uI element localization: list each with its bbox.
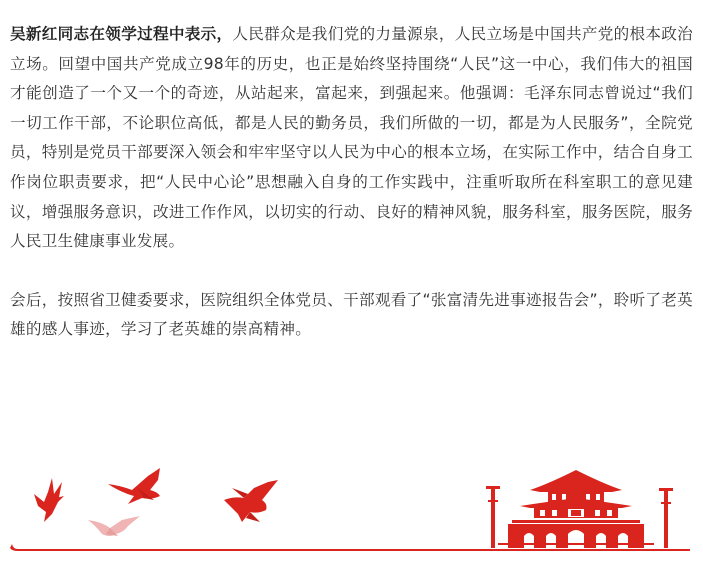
paragraph-1-text: 人民群众是我们党的力量源泉，人民立场是中国共产党的根本政治立场。回望中国共产党成立98年的历史，也正是始终坚持围绕“人民”这一中心，我们伟大的祖国才能创造了一个又一个的奇迹，从站起来，富起来，到强起来。他强调：毛泽东同志曾说过“我们一切工作干部，不论职位高低，都是人民的勤务员，我们所做的一切，都是为人民服务”，全院党员，特别是党员干部要深入领会和牢牢坚守以人民为中心的根本立场，在实际工作中，结合自身工作岗位职责要求，把“人民中心论”思想融入自身的工作实践中，注重听取所在科室职工的意见建议，增强服务意识，改进工作作风，以切实的行动、良好的精神风貌，服务科室，服务医院，服务人民卫生健康事业发展。	[10, 25, 693, 251]
dove-icon	[34, 478, 64, 522]
dove-icon	[108, 468, 160, 504]
paragraph-2: 会后，按照省卫健委要求，医院组织全体党员、干部观看了“张富清先进事迹报告会”，聆听了老英雄的感人事迹，学习了老英雄的崇高精神。	[10, 290, 693, 339]
speaker-lead: 吴新红同志在领学过程中表示，	[10, 25, 233, 43]
dove-icon	[224, 480, 278, 522]
footer-decoration	[0, 440, 703, 584]
article-body	[10, 20, 693, 345]
tiananmen-gate-icon	[486, 470, 673, 548]
dove-icon	[88, 516, 140, 536]
paragraph-1	[10, 20, 693, 257]
